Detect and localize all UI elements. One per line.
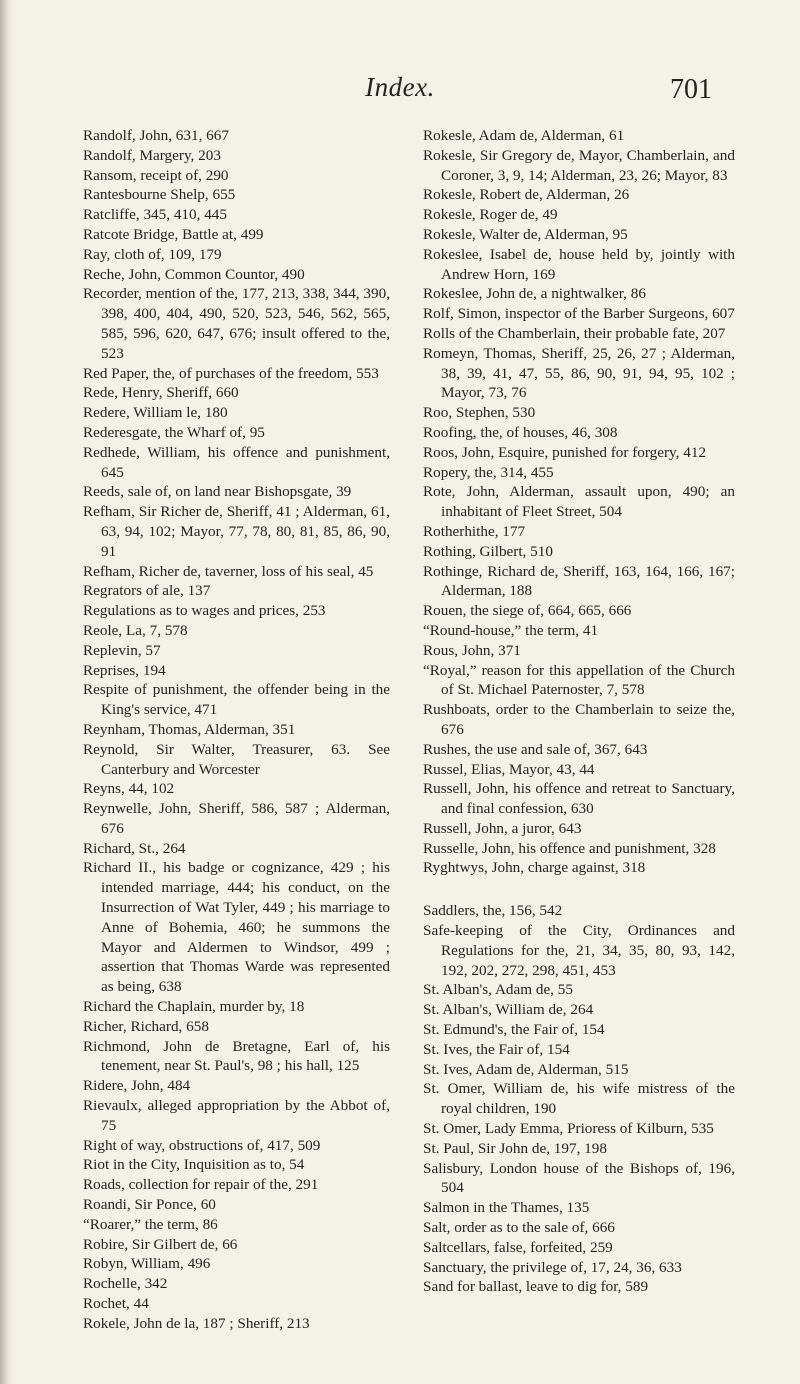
index-entry: Randolf, John, 631, 667 (83, 127, 229, 144)
index-entry: Rede, Henry, Sheriff, 660 (83, 384, 239, 402)
index-entry: Rote, John, Alderman, assault upon, 490; an inhabitant of Fleet Street, 504 (423, 483, 735, 521)
index-entry: St. Omer, Lady Emma, Prioress of Kilburn, 535 (423, 1120, 714, 1138)
index-entry: Richard, St., 264 (83, 839, 186, 857)
index-column-right (423, 126, 735, 1297)
index-entry: St. Ives, the Fair of, 154 (423, 1040, 570, 1058)
index-entry: Safe-keeping of the City, Ordinances and Regulations for the, 21, 34, 35, 80, 93, 142, 192, 202, 272, 298, 451, 453 (423, 922, 735, 979)
index-entry: Rokeslee, John de, a nightwalker, 86 (423, 285, 646, 303)
index-entry: Right of way, obstructions of, 417, 509 (83, 1136, 321, 1154)
index-entry: Robyn, William, 496 (83, 1255, 211, 1273)
index-entry: St. Paul, Sir John de, 197, 198 (423, 1139, 607, 1157)
index-entry: Robire, Sir Gilbert de, 66 (83, 1235, 238, 1253)
index-entry: Roofing, the, of houses, 46, 308 (423, 423, 618, 441)
index-entry: Reynwelle, John, Sheriff, 586, 587 ; Alderman, 676 (83, 800, 390, 837)
index-entry: Rederesgate, the Wharf of, 95 (83, 423, 265, 441)
index-entry: Russel, Elias, Mayor, 43, 44 (423, 760, 595, 778)
index-entry: Richmond, John de Bretagne, Earl of, his tenement, near St. Paul's, 98 ; his hall, 125 (83, 1037, 390, 1075)
index-entry: Reprises, 194 (83, 661, 166, 679)
index-entry: Rushboats, order to the Chamberlain to seize the, 676 (423, 701, 735, 738)
index-entry: Rokesle, Walter de, Alderman, 95 (423, 225, 628, 243)
index-entry: “Roarer,” the term, 86 (83, 1215, 218, 1233)
index-entry: Rochelle, 342 (83, 1275, 168, 1293)
index-entry: St. Omer, William de, his wife mistress of the royal children, 190 (423, 1080, 735, 1118)
index-entry: St. Alban's, Adam de, 55 (423, 981, 573, 999)
index-entry: Ray, cloth of, 109, 179 (83, 245, 222, 263)
index-entry: Reche, John, Common Countor, 490 (83, 265, 305, 283)
index-entry: Roandi, Sir Ponce, 60 (83, 1196, 216, 1214)
index-entry: Richard the Chaplain, murder by, 18 (83, 998, 305, 1016)
index-entry: Recorder, mention of the, 177, 213, 338, 344, 390, 398, 400, 404, 490, 520, 523, 546, 562, 565, 585, 596, 620, 647, 676; insult offered to the, 523 (83, 285, 390, 362)
index-entry: Rokesle, Roger de, 49 (423, 206, 558, 224)
index-entry: Ratcliffe, 345, 410, 445 (83, 206, 227, 224)
index-entry: Sand for ballast, leave to dig for, 589 (423, 1278, 649, 1296)
index-entry: Ryghtwys, John, charge against, 318 (423, 859, 646, 877)
index-entry: Rotherhithe, 177 (423, 522, 526, 540)
index-entry: Respite of punishment, the offender being in the King's service, 471 (83, 681, 390, 719)
page-number: 701 (670, 74, 712, 105)
index-entry: Richer, Richard, 658 (83, 1017, 209, 1035)
index-entry: Rantesbourne Shelp, 655 (83, 186, 236, 204)
index-entry: Rokesle, Adam de, Alderman, 61 (423, 127, 625, 144)
section-gap (423, 878, 735, 901)
index-entry: Rouen, the siege of, 664, 665, 666 (423, 602, 632, 620)
index-entry: Salt, order as to the sale of, 666 (423, 1219, 615, 1237)
index-entry: Regulations as to wages and prices, 253 (83, 602, 326, 620)
index-entry: Refham, Richer de, taverner, loss of his seal, 45 (83, 562, 374, 580)
index-entry: “Round-house,” the term, 41 (423, 621, 599, 639)
index-entry: Randolf, Margery, 203 (83, 146, 221, 164)
index-entry: Rievaulx, alleged appropriation by the Abbot of, 75 (83, 1097, 390, 1134)
index-entry: Regrators of ale, 137 (83, 582, 211, 600)
index-entry: Ridere, John, 484 (83, 1077, 191, 1095)
index-entry: Sanctuary, the privilege of, 17, 24, 36, 633 (423, 1258, 682, 1276)
index-entry: Refham, Sir Richer de, Sheriff, 41 ; Alderman, 61, 63, 94, 102; Mayor, 77, 78, 80, 81, 85, 86, 90, 91 (83, 503, 390, 560)
index-entry: Reeds, sale of, on land near Bishopsgate, 39 (83, 483, 352, 501)
index-entry: Reynham, Thomas, Alderman, 351 (83, 720, 296, 738)
index-entry: Rolf, Simon, inspector of the Barber Surgeons, 607 (423, 305, 735, 323)
index-entry: Salisbury, London house of the Bishops of, 196, 504 (423, 1159, 735, 1197)
index-entry: Rous, John, 371 (423, 641, 521, 659)
page-title: Index. (365, 72, 435, 102)
index-entry: St. Ives, Adam de, Alderman, 515 (423, 1060, 629, 1078)
index-entry: Roos, John, Esquire, punished for forgery, 412 (423, 443, 707, 461)
page-binding-edge (0, 0, 14, 1384)
index-entry: Redhede, William, his offence and punishment, 645 (83, 443, 390, 481)
index-entry: Romeyn, Thomas, Sheriff, 25, 26, 27 ; Alderman, 38, 39, 41, 47, 55, 86, 90, 91, 94, 95, 102 ; Mayor, 73, 76 (423, 344, 735, 402)
index-entry: Salmon in the Thames, 135 (423, 1199, 590, 1217)
index-entry: Rokesle, Robert de, Alderman, 26 (423, 186, 630, 204)
index-entry: Reyns, 44, 102 (83, 780, 175, 798)
index-entry: Red Paper, the, of purchases of the freedom, 553 (83, 364, 379, 382)
index-entry: Rokele, John de la, 187 ; Sheriff, 213 (83, 1314, 310, 1332)
running-head (0, 70, 800, 110)
index-entry: Ransom, receipt of, 290 (83, 166, 229, 184)
index-entry: Richard II., his badge or cognizance, 429 ; his intended marriage, 444; his conduct, on the Insurrection of Wat Tyler, 449 ; his marriage to Anne of Bohemia, 460; he summons the Mayor and Aldermen to Windsor, 499 ; assertion that Thomas Warde was represented as being, 638 (83, 859, 390, 996)
index-entry: Ropery, the, 314, 455 (423, 463, 554, 481)
index-entry: Russell, John, a juror, 643 (423, 819, 582, 837)
index-entry: Russell, John, his offence and retreat to Sanctuary, and final confession, 630 (423, 780, 735, 818)
index-entry: Rothing, Gilbert, 510 (423, 542, 553, 560)
index-entry: Riot in the City, Inquisition as to, 54 (83, 1156, 305, 1174)
index-entry: Roads, collection for repair of the, 291 (83, 1176, 319, 1194)
index-entry: Roo, Stephen, 530 (423, 404, 536, 422)
index-entry: Saltcellars, false, forfeited, 259 (423, 1238, 613, 1256)
index-entry: St. Edmund's, the Fair of, 154 (423, 1021, 605, 1039)
index-entry: Rolls of the Chamberlain, their probable fate, 207 (423, 324, 726, 342)
index-column-left (83, 126, 390, 1334)
index-entry: Russelle, John, his offence and punishment, 328 (423, 839, 716, 857)
index-entry: Replevin, 57 (83, 641, 161, 659)
index-entry: Reynold, Sir Walter, Treasurer, 63. See Canterbury and Worcester (83, 740, 390, 778)
index-entry: Rushes, the use and sale of, 367, 643 (423, 740, 648, 758)
index-entry: St. Alban's, William de, 264 (423, 1001, 594, 1019)
index-entry: Reole, La, 7, 578 (83, 621, 188, 639)
index-entry: Rothinge, Richard de, Sheriff, 163, 164, 166, 167; Alderman, 188 (423, 562, 735, 600)
index-entry: Ratcote Bridge, Battle at, 499 (83, 225, 264, 243)
index-entry: Redere, William le, 180 (83, 404, 228, 422)
index-entry: Rochet, 44 (83, 1295, 149, 1313)
index-entry: Rokeslee, Isabel de, house held by, jointly with Andrew Horn, 169 (423, 245, 735, 283)
index-entry: Rokesle, Sir Gregory de, Mayor, Chamberlain, and Coroner, 3, 9, 14; Alderman, 23, 26; Mayor, 83 (423, 146, 735, 184)
index-entry: Saddlers, the, 156, 542 (423, 902, 563, 920)
index-entry: “Royal,” reason for this appellation of the Church of St. Michael Paternoster, 7, 578 (423, 661, 735, 699)
